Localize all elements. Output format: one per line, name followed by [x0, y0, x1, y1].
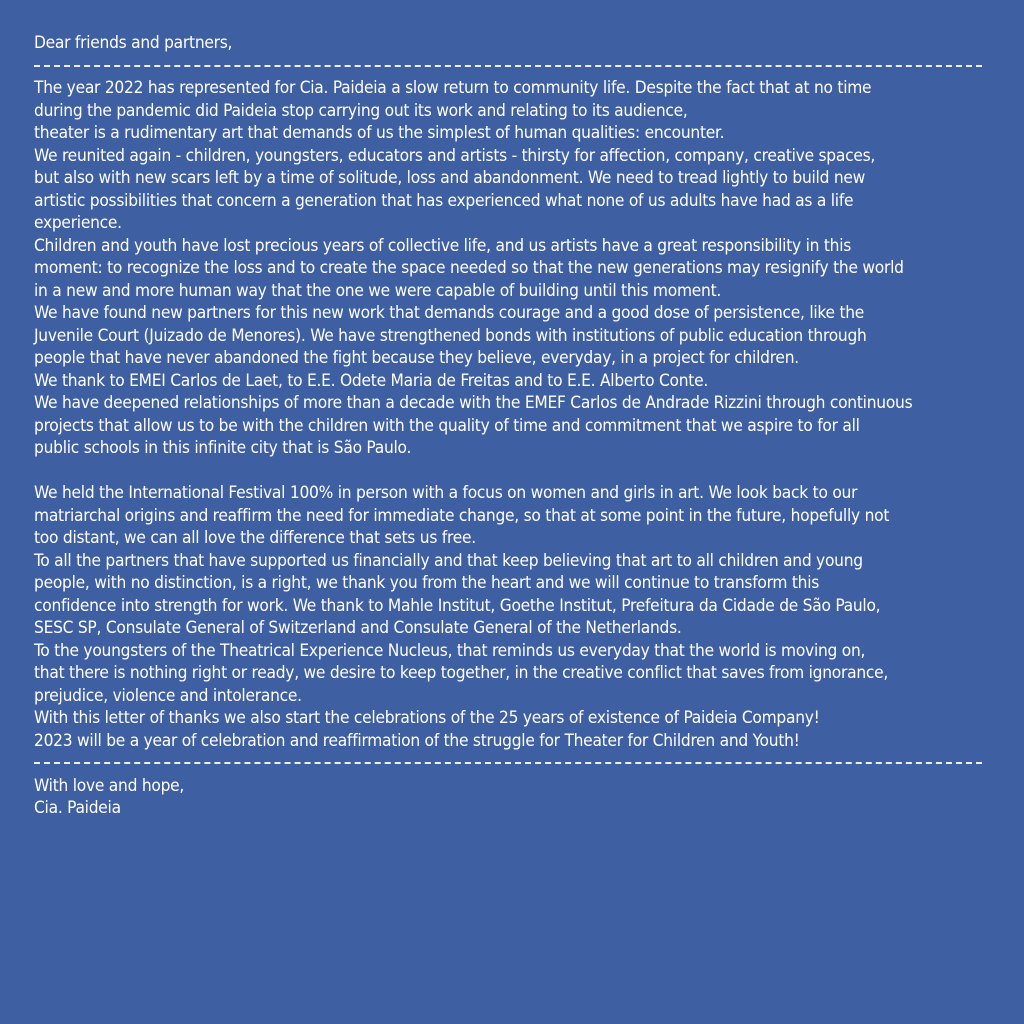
- body-line: but also with new scars left by a time of solitude, loss and abandonment. We need to tread lightly to build new: [34, 168, 866, 188]
- body-line: during the pandemic did Paideia stop carrying out its work and relating to its audience,: [34, 100, 688, 121]
- body-line: prejudice, violence and intolerance.: [34, 685, 302, 706]
- body-line: experience.: [34, 213, 122, 233]
- paragraph-break: [34, 460, 994, 483]
- body-line: that there is nothing right or ready, we desire to keep together, in the creative conflict that saves from ignorance,: [34, 663, 889, 683]
- body-line: confidence into strength for work. We thank to Mahle Institut, Goethe Institut, Prefeitura da Cidade de São Paulo,: [34, 595, 881, 616]
- body-line: We have deepened relationships of more than a decade with the EMEF Carlos de Andrade Rizzini through continuous: [34, 393, 913, 413]
- body-line: people that have never abandoned the fight because they believe, everyday, in a project for children.: [34, 348, 799, 368]
- body-line: projects that allow us to be with the children with the quality of time and commitment that we aspire to for all: [34, 415, 860, 436]
- bottom-divider-wrap: [34, 752, 994, 775]
- bottom-divider: [34, 762, 982, 764]
- body-line: We reunited again - children, youngsters, educators and artists - thirsty for affection, company, creative spaces,: [34, 145, 876, 166]
- body-line: too distant, we can all love the difference that sets us free.: [34, 528, 476, 548]
- body-line: To the youngsters of the Theatrical Experience Nucleus, that reminds us everyday that the world is moving on,: [34, 640, 866, 661]
- closing: With love and hope,: [34, 775, 185, 796]
- body-line: 2023 will be a year of celebration and reaffirmation of the struggle for Theater for Children and Youth!: [34, 730, 800, 751]
- top-divider: [34, 65, 982, 67]
- top-divider-wrap: [34, 55, 994, 78]
- letter-body: [34, 77, 994, 752]
- body-line: SESC SP, Consulate General of Switzerland and Consulate General of the Netherlands.: [34, 618, 682, 638]
- body-line: We thank to EMEI Carlos de Laet, to E.E. Odete Maria de Freitas and to E.E. Alberto Conte.: [34, 370, 709, 391]
- body-line: theater is a rudimentary art that demands of us the simplest of human qualities: encounter.: [34, 123, 725, 143]
- body-line: The year 2022 has represented for Cia. Paideia a slow return to community life. Despite the fact that at no time: [34, 78, 872, 98]
- body-line: moment: to recognize the loss and to create the space needed so that the new generations may resignify the world: [34, 258, 904, 278]
- body-line: Children and youth have lost precious years of collective life, and us artists have a great responsibility in this: [34, 235, 852, 256]
- body-line: people, with no distinction, is a right, we thank you from the heart and we will continue to transform this: [34, 573, 820, 593]
- body-line: Juvenile Court (Juizado de Menores). We have strengthened bonds with institutions of public education through: [34, 325, 867, 346]
- body-line: We have found new partners for this new work that demands courage and a good dose of persistence, like the: [34, 303, 865, 323]
- body-line: With this letter of thanks we also start the celebrations of the 25 years of existence of Paideia Company!: [34, 708, 820, 728]
- body-line: artistic possibilities that concern a generation that has experienced what none of us adults have had as a life: [34, 190, 854, 211]
- body-line: in a new and more human way that the one we were capable of building until this moment.: [34, 280, 722, 301]
- body-line: We held the International Festival 100% in person with a focus on women and girls in art. We look back to our: [34, 483, 858, 503]
- greeting: Dear friends and partners,: [34, 33, 233, 53]
- body-line: matriarchal origins and reaffirm the need for immediate change, so that at some point in the future, hopefully not: [34, 505, 890, 526]
- body-line: public schools in this infinite city that is São Paulo.: [34, 438, 412, 458]
- body-line: To all the partners that have supported us financially and that keep believing that art to all children and young: [34, 550, 863, 571]
- signature: Cia. Paideia: [34, 798, 121, 818]
